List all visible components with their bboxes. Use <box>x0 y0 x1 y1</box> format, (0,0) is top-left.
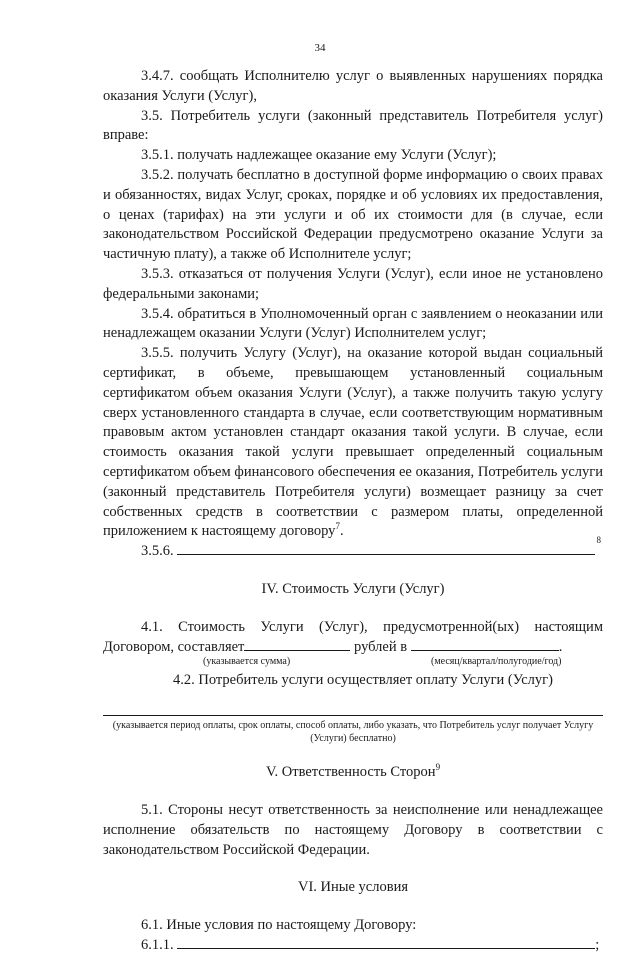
clause-3-5-5-end: . <box>339 523 344 540</box>
footnote-ref-7: 7 <box>335 521 340 532</box>
clause-6-1: 6.1. Иные условия по настоящему Договору: <box>141 917 417 934</box>
clause-4-1-mid: рублей в <box>354 638 408 655</box>
clause-3-5-6: 3.5.6. 8 <box>141 535 601 560</box>
clause-3-5-1: 3.5.1. получать надлежащее оказание ему Услуги (Услуг); <box>141 147 497 164</box>
clause-6-1-1 <box>103 936 603 956</box>
payment-blank[interactable] <box>103 703 603 716</box>
document-body <box>103 67 603 956</box>
sum-blank[interactable] <box>244 638 350 651</box>
clause-4-1-text: 4.1. Стоимость Услуги (Услуг), предусмотренной(ых) настоящим Договором, составляет <box>103 618 603 655</box>
page-number: 34 <box>314 42 326 54</box>
clause-3-5-5 <box>103 344 603 542</box>
clause-4-2: 4.2. Потребитель услуги осуществляет оплату Услуги (Услуг) <box>173 672 553 689</box>
section-5-heading <box>103 763 603 783</box>
hint-payment: (указывается период оплаты, срок оплаты, способ оплаты, либо указать, что Потребитель услуг получает Услугу (Услуги) бесплатно) <box>112 720 594 745</box>
clause-6-1-1-end: ; <box>595 936 600 953</box>
section-5-heading-text: V. Ответственность Сторон <box>265 764 436 781</box>
section-4-heading: IV. Стоимость Услуги (Услуг) <box>261 580 445 597</box>
clause-3-5-5-text: 3.5.5. получить Услугу (Услуг), на оказание которой выдан социальный сертификат, в объеме, превышающем установленный социальным сертификатом объем оказания Услуги (Услуг), а также получить такую услугу сверх установленного стандарта в случае, если соответствующим нормативным правовым актом установлен стандарт оказания такой услуги. В случае, если стоимость оказания такой услуги превышает определенный социальным сертификатом объем финансового обеспечения ее оказания, Потребитель услуги (законный представитель Потребителя услуги) возмещает разницу за счет собственных средств в соответствии с размером платы, определенной приложением к настоящему договору <box>103 345 603 540</box>
clause-6-1-1-label: 6.1.1. <box>141 936 174 953</box>
hint-period: (месяц/квартал/полугодие/год) <box>431 656 562 668</box>
clause-3-5-6-blank[interactable] <box>177 542 595 555</box>
clause-3-5-2: 3.5.2. получать бесплатно в доступной форме информацию о своих правах и обязанностях, видах Услуг, сроках, порядке и об условиях их предоставления, о ценах (тарифах) на эти услуги и об их стоимости для (в случае, если законодательством Российской Федерации предусмотрено оказание Услуги за частичную плату), а также об Исполнителе услуг; <box>103 166 603 263</box>
section-6-heading: VI. Иные условия <box>297 879 409 896</box>
clause-4-1 <box>103 618 603 658</box>
hint-sum: (указывается сумма) <box>203 656 291 668</box>
clause-4-1-end: . <box>558 638 563 655</box>
clause-5-1: 5.1. Стороны несут ответственность за неисполнение или ненадлежащее исполнение обязательств по настоящему Договору в соответствии с законодательством Российской Федерации. <box>103 801 603 858</box>
clause-3-4-7: 3.4.7. сообщать Исполнителю услуг о выявленных нарушениях порядка оказания Услуги (Услуг), <box>103 68 603 104</box>
clause-3-5-4: 3.5.4. обратиться в Уполномоченный орган с заявлением о неоказании или ненадлежащем оказании Услуги (Услуг) Исполнителем услуг; <box>103 305 603 342</box>
footnote-ref-9: 9 <box>435 762 441 773</box>
clause-3-5: 3.5. Потребитель услуги (законный представитель Потребителя услуг) вправе: <box>103 107 603 144</box>
clause-3-5-3: 3.5.3. отказаться от получения Услуги (Услуг), если иное не установлено федеральными законами; <box>103 265 603 302</box>
period-blank[interactable] <box>411 638 559 651</box>
clause-3-5-6-label: 3.5.6. <box>141 543 174 560</box>
clause-6-1-1-blank[interactable] <box>177 936 595 949</box>
